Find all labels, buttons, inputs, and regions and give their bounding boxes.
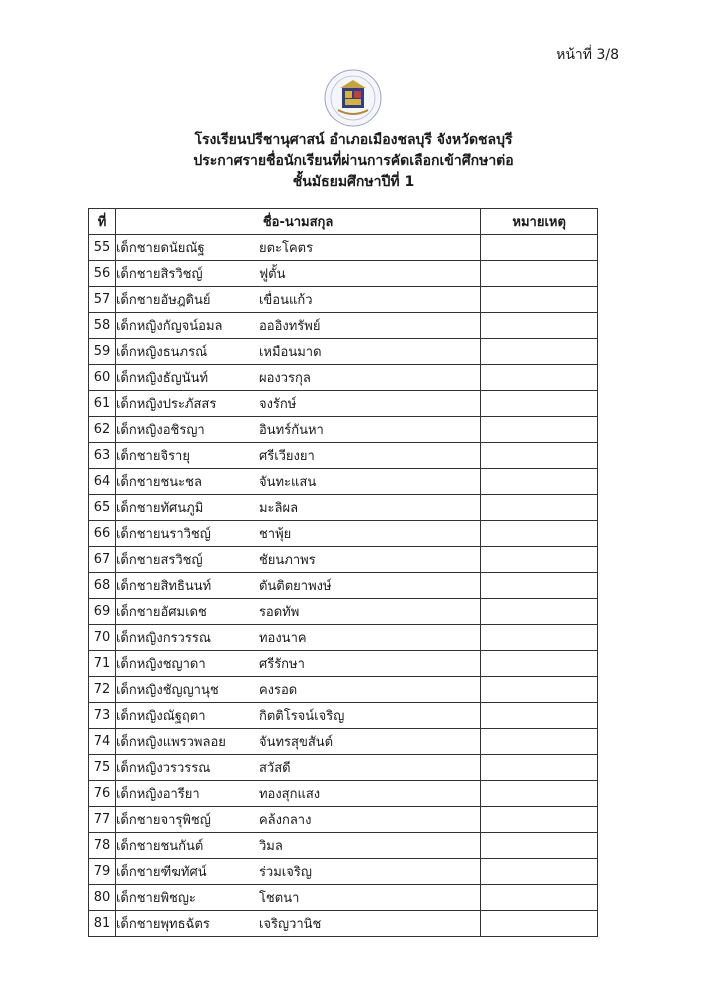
student-first-name: เด็กหญิงกัญจน์อมล (115, 319, 223, 334)
student-first-name: เด็กชายจารุพิชญ์ (115, 813, 211, 828)
row-number: 81 (89, 911, 116, 937)
school-line: โรงเรียนปรีชานุศาสน์ อำเภอเมืองชลบุรี จังหวัดชลบุรี (194, 132, 513, 148)
student-first-name: เด็กหญิงอารียา (115, 787, 200, 802)
table-row (89, 547, 598, 573)
row-note (481, 911, 598, 937)
student-first-name: เด็กหญิงวรวรรณ (115, 761, 211, 776)
student-name (115, 885, 480, 911)
row-number: 55 (89, 235, 116, 261)
student-last-name: ผองวรกุล (258, 371, 311, 386)
student-table (88, 208, 598, 937)
student-last-name: ศรีรักษา (258, 657, 305, 672)
row-note (481, 625, 598, 651)
student-last-name: ร่วมเจริญ (258, 865, 312, 880)
student-first-name: เด็กชายพุทธฉัตร (115, 917, 210, 932)
announcement-title: ประกาศรายชื่อนักเรียนที่ผ่านการคัดเลือกเข้าศึกษาต่อ (193, 153, 514, 169)
document-header (0, 130, 707, 193)
row-note (481, 781, 598, 807)
student-first-name: เด็กชายดนัยณัฐ (115, 241, 205, 256)
student-name (115, 703, 480, 729)
table-row (89, 339, 598, 365)
student-last-name: สวัสดี (258, 761, 291, 776)
table-row (89, 807, 598, 833)
student-first-name: เด็กชายชนะชล (115, 475, 202, 490)
student-first-name: เด็กชายนราวิชญ์ (115, 527, 211, 542)
student-last-name: รอดทัพ (258, 605, 300, 620)
row-number: 77 (89, 807, 116, 833)
student-last-name: ศรีเวียงยา (258, 449, 315, 464)
student-name (115, 469, 480, 495)
row-note (481, 365, 598, 391)
student-first-name: เด็กหญิงชัญญานุช (115, 683, 219, 698)
student-first-name: เด็กชายอัษฎดินย์ (115, 293, 211, 308)
student-last-name: จงรักษ์ (258, 397, 297, 412)
student-first-name: เด็กหญิงธัญนันท์ (115, 371, 209, 386)
row-number: 74 (89, 729, 116, 755)
row-number: 58 (89, 313, 116, 339)
student-name (115, 781, 480, 807)
table-row (89, 495, 598, 521)
student-first-name: เด็กหญิงอชิรญา (115, 423, 205, 438)
student-name (115, 521, 480, 547)
row-note (481, 599, 598, 625)
table-row (89, 729, 598, 755)
row-number: 71 (89, 651, 116, 677)
student-last-name: เจริญวานิช (258, 917, 322, 932)
student-name (115, 573, 480, 599)
row-note (481, 495, 598, 521)
row-note (481, 235, 598, 261)
row-number: 75 (89, 755, 116, 781)
table-row (89, 755, 598, 781)
student-name (115, 729, 480, 755)
row-number: 61 (89, 391, 116, 417)
row-note (481, 885, 598, 911)
row-number: 70 (89, 625, 116, 651)
student-name (115, 443, 480, 469)
student-last-name: คงรอด (258, 683, 298, 698)
row-number: 80 (89, 885, 116, 911)
student-first-name: เด็กหญิงธนภรณ์ (115, 345, 208, 360)
table-row (89, 521, 598, 547)
row-number: 79 (89, 859, 116, 885)
table-row (89, 235, 598, 261)
table-row (89, 625, 598, 651)
student-name (115, 261, 480, 287)
row-note (481, 417, 598, 443)
row-note (481, 469, 598, 495)
student-last-name: จันทะแสน (258, 475, 317, 490)
student-first-name: เด็กหญิงแพรวพลอย (115, 735, 226, 750)
table-row (89, 365, 598, 391)
table-row (89, 911, 598, 937)
student-last-name: ชาพุ้ย (258, 527, 292, 542)
student-last-name: เหมือนมาด (258, 345, 322, 360)
student-first-name: เด็กชายจิรายุ (115, 449, 190, 464)
table-row (89, 391, 598, 417)
row-note (481, 391, 598, 417)
student-name (115, 677, 480, 703)
student-last-name: อินทร์กันหา (258, 423, 324, 438)
student-last-name: เขื่อนแก้ว (258, 293, 313, 308)
student-first-name: เด็กหญิงชญาดา (115, 657, 206, 672)
student-last-name: จันทรสุขสันต์ (258, 735, 334, 750)
table-row (89, 573, 598, 599)
table-header-row (89, 209, 598, 235)
student-name (115, 859, 480, 885)
header-note: หมายเหตุ (481, 209, 598, 235)
student-name (115, 651, 480, 677)
student-name (115, 287, 480, 313)
header-number: ที่ (89, 209, 116, 235)
row-note (481, 573, 598, 599)
table-row (89, 885, 598, 911)
row-note (481, 261, 598, 287)
row-number: 63 (89, 443, 116, 469)
student-last-name: คล้งกลาง (258, 813, 312, 828)
student-first-name: เด็กชายสิทธินนท์ (115, 579, 212, 594)
student-last-name: ตันติตยาพงษ์ (258, 579, 332, 594)
student-name (115, 313, 480, 339)
student-name (115, 599, 480, 625)
student-name (115, 807, 480, 833)
student-name (115, 235, 480, 261)
row-note (481, 729, 598, 755)
row-number: 67 (89, 547, 116, 573)
student-last-name: ชัยนภาพร (258, 553, 316, 568)
table-row (89, 833, 598, 859)
student-last-name: ยตะโคตร (258, 241, 314, 256)
table-row (89, 443, 598, 469)
student-name (115, 391, 480, 417)
row-number: 57 (89, 287, 116, 313)
student-name (115, 547, 480, 573)
row-number: 72 (89, 677, 116, 703)
table-row (89, 781, 598, 807)
row-note (481, 313, 598, 339)
student-name (115, 625, 480, 651)
row-note (481, 703, 598, 729)
row-note (481, 651, 598, 677)
row-number: 69 (89, 599, 116, 625)
row-note (481, 807, 598, 833)
grade-level: ชั้นมัธยมศึกษาปีที่ 1 (292, 174, 415, 190)
row-number: 73 (89, 703, 116, 729)
table-row (89, 313, 598, 339)
table-row (89, 703, 598, 729)
table-row (89, 469, 598, 495)
row-note (481, 443, 598, 469)
row-number: 66 (89, 521, 116, 547)
student-first-name: เด็กหญิงกรวรรณ (115, 631, 211, 646)
table-row (89, 677, 598, 703)
header-name: ชื่อ-นามสกุล (115, 209, 480, 235)
table-row (89, 287, 598, 313)
table-row (89, 417, 598, 443)
row-note (481, 339, 598, 365)
student-name (115, 755, 480, 781)
school-emblem-icon (320, 68, 386, 128)
student-first-name: เด็กชายทัศนภูมิ (115, 501, 204, 516)
student-first-name: เด็กชายสรวิชญ์ (115, 553, 203, 568)
student-last-name: ทองนาค (258, 631, 307, 646)
student-name (115, 495, 480, 521)
student-name (115, 833, 480, 859)
row-number: 60 (89, 365, 116, 391)
student-first-name: เด็กชายฑีฆทัศน์ (115, 865, 207, 880)
student-last-name: มะลิผล (258, 501, 299, 516)
student-last-name: อออิงทรัพย์ (258, 319, 321, 334)
student-first-name: เด็กชายชนกันต์ (115, 839, 204, 854)
row-number: 56 (89, 261, 116, 287)
table-row (89, 859, 598, 885)
row-note (481, 521, 598, 547)
row-number: 64 (89, 469, 116, 495)
student-name (115, 911, 480, 937)
page-number: หน้าที่ 3/8 (556, 47, 619, 63)
row-note (481, 287, 598, 313)
row-number: 78 (89, 833, 116, 859)
student-first-name: เด็กชายพิชญะ (115, 891, 196, 906)
row-note (481, 833, 598, 859)
student-last-name: วิมล (258, 839, 283, 854)
row-number: 59 (89, 339, 116, 365)
table-row (89, 599, 598, 625)
student-first-name: เด็กหญิงณัฐฤตา (115, 709, 206, 724)
student-name (115, 365, 480, 391)
student-last-name: โชตนา (258, 891, 300, 906)
student-first-name: เด็กชายอัศมเดช (115, 605, 207, 620)
row-number: 68 (89, 573, 116, 599)
student-name (115, 339, 480, 365)
row-number: 62 (89, 417, 116, 443)
table-row (89, 261, 598, 287)
student-name (115, 417, 480, 443)
student-last-name: ฟูตั้น (258, 267, 286, 282)
student-first-name: เด็กหญิงประภัสสร (115, 397, 217, 412)
student-first-name: เด็กชายสิรวิชญ์ (115, 267, 203, 282)
student-last-name: ทองสุกแสง (258, 787, 321, 802)
row-number: 76 (89, 781, 116, 807)
student-last-name: กิตติโรจน์เจริญ (258, 709, 345, 724)
row-note (481, 677, 598, 703)
row-note (481, 755, 598, 781)
table-row (89, 651, 598, 677)
row-note (481, 547, 598, 573)
row-number: 65 (89, 495, 116, 521)
row-note (481, 859, 598, 885)
